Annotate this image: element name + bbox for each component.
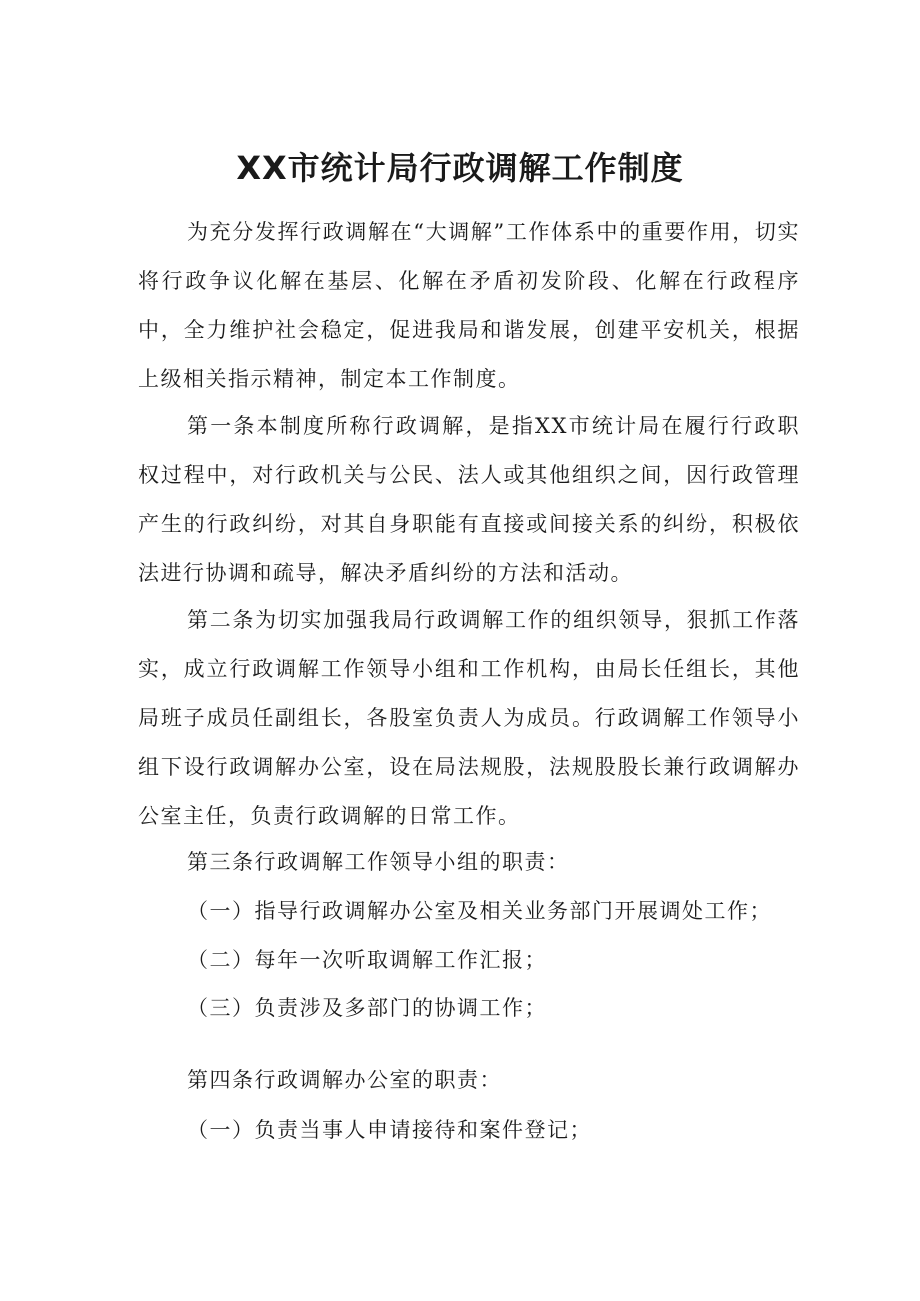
article-3-item-1: （一）指导行政调解办公室及相关业务部门开展调处工作； xyxy=(187,899,772,923)
paragraph-article-2: 第二条为切实加强我局行政调解工作的组织领导，狠抓工作落实，成立行政调解工作领导小组和工作机构，由局长任组长，其他局班子成员任副组长，各股室负责人为成员。行政调解工作领导小组下设行政调解办公室，设在局法规股，法规股股长兼行政调解办公室主任，负责行政调解的日常工作。 xyxy=(138,608,800,828)
article-4-item-1: （一）负责当事人申请接待和案件登记； xyxy=(187,1118,592,1142)
article-3-item-3: （三）负责涉及多部门的协调工作； xyxy=(187,996,547,1020)
paragraph-intro: 为充分发挥行政调解在“大调解”工作体系中的重要作用，切实将行政争议化解在基层、化解在矛盾初发阶段、化解在行政程序中，全力维护社会稳定，促进我局和谐发展，创建平安机关，根据上级相关指示精神，制定本工作制度。 xyxy=(138,220,800,391)
document-title: XX市统计局行政调解工作制度 xyxy=(236,149,684,188)
article-3-item-2: （二）每年一次听取调解工作汇报； xyxy=(187,948,547,972)
article-4-heading: 第四条行政调解办公室的职责： xyxy=(187,1068,502,1092)
paragraph-article-1: 第一条本制度所称行政调解，是指XX市统计局在履行行政职权过程中，对行政机关与公民、法人或其他组织之间，因行政管理产生的行政纠纷，对其自身职能有直接或间接关系的纠纷，积极依法进行协调和疏导，解决矛盾纠纷的方法和活动。 xyxy=(138,414,800,585)
article-3-heading: 第三条行政调解工作领导小组的职责： xyxy=(187,850,570,874)
